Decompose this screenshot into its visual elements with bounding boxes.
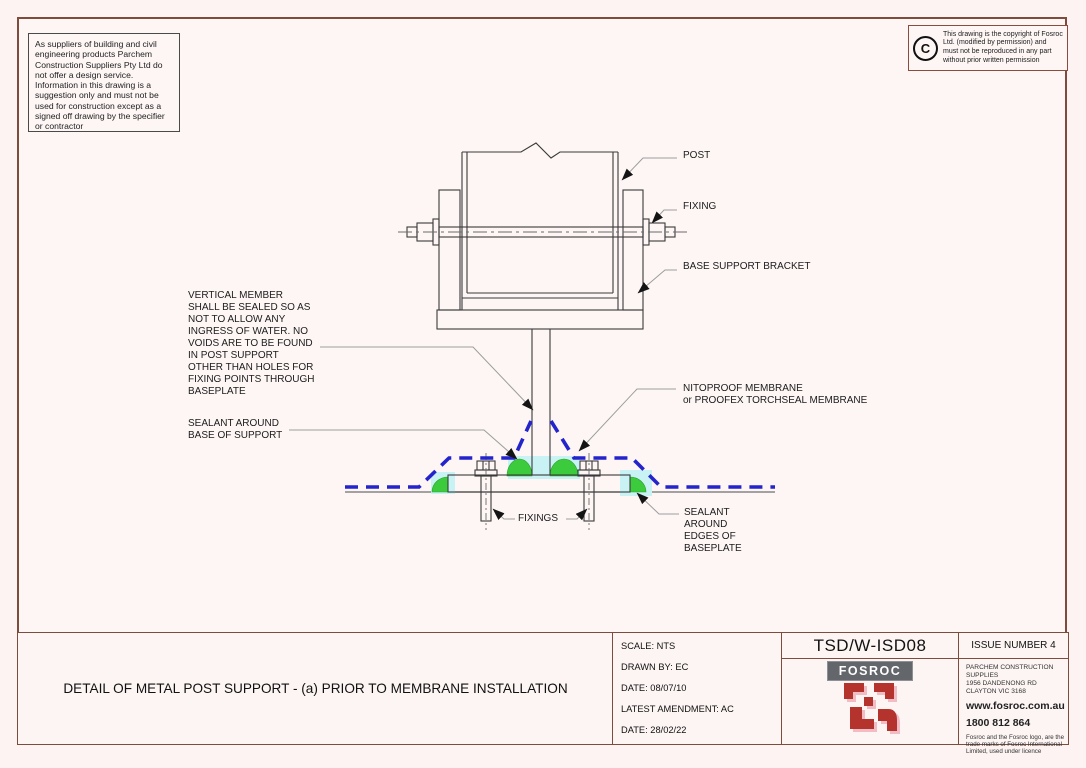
fosroc-logo <box>827 661 913 741</box>
label-sealant-edges: SEALANT AROUND EDGES OF BASEPLATE <box>684 507 742 554</box>
disclaimer-note: As suppliers of building and civil engineering products Parchem Construction Suppliers Pty Ltd do not offer a design service. Information in this drawing is a suggestion only and must not be used for construction except as a signed off drawing by the specifier or contractor <box>28 33 180 132</box>
post-and-bracket <box>437 143 643 492</box>
website: www.fosroc.com.au <box>966 699 1065 712</box>
leader-lines <box>289 158 679 519</box>
fosroc-logo-mark-icon <box>838 683 902 739</box>
drawing-meta-cell <box>612 632 782 745</box>
copyright-icon: C <box>913 36 938 61</box>
horizontal-fixing-bolt <box>398 219 688 245</box>
meta-date-drawn: DATE: 08/07/10 <box>621 683 687 693</box>
drawing-number: TSD/W-ISD08 <box>813 635 927 655</box>
label-fixings: FIXINGS <box>518 513 559 524</box>
copyright-box <box>908 25 1068 71</box>
company-address: 1956 DANDENONG RD CLAYTON VIC 3168 <box>966 679 1037 695</box>
meta-date-amended: DATE: 28/02/22 <box>621 725 687 735</box>
label-sealant-base: SEALANT AROUND BASE OF SUPPORT <box>188 418 283 441</box>
meta-scale: SCALE: NTS <box>621 641 676 651</box>
trademark-note: Fosroc and the Fosroc logo, are the trade marks of Fosroc International Limited, used under licence <box>966 733 1065 756</box>
sealant-highlights <box>431 456 652 496</box>
label-fixing: FIXING <box>683 201 717 212</box>
title-block <box>17 632 1069 756</box>
meta-drawn-by: DRAWN BY: EC <box>621 662 689 672</box>
label-vertical-member-note: VERTICAL MEMBER SHALL BE SEALED SO AS NOT TO ALLOW ANY INGRESS OF WATER. NO VOIDS ARE TO BE FOUND IN POST SUPPORT OTHER THAN HOLES FOR FIXING POINTS THROUGH BASEPLATE <box>188 290 315 397</box>
drawing-number-cell <box>781 632 960 659</box>
label-membrane-line1: NITOPROOF MEMBRANE <box>683 383 803 394</box>
phone-number: 1800 812 864 <box>966 716 1031 729</box>
issue-number-cell <box>958 632 1069 659</box>
label-base-support-bracket: BASE SUPPORT BRACKET <box>683 261 811 272</box>
label-membrane-line2: or PROOFEX TORCHSEAL MEMBRANE <box>683 395 868 406</box>
drawing-title: DETAIL OF METAL POST SUPPORT - (a) PRIOR TO MEMBRANE INSTALLATION <box>63 681 568 696</box>
label-post: POST <box>683 150 711 161</box>
meta-latest-amendment: LATEST AMENDMENT: AC <box>621 704 734 714</box>
logo-cell <box>781 658 960 746</box>
issue-number: ISSUE NUMBER 4 <box>971 640 1056 651</box>
contact-cell <box>958 658 1069 756</box>
copyright-text: This drawing is the copyright of Fosroc Ltd. (modified by permission) and must not be reproduced in any part without prior written permission <box>943 30 1063 64</box>
company-name: PARCHEM CONSTRUCTION SUPPLIES <box>966 663 1054 679</box>
fosroc-logo-text: FOSROC <box>827 661 913 681</box>
drawing-title-cell <box>17 632 614 745</box>
